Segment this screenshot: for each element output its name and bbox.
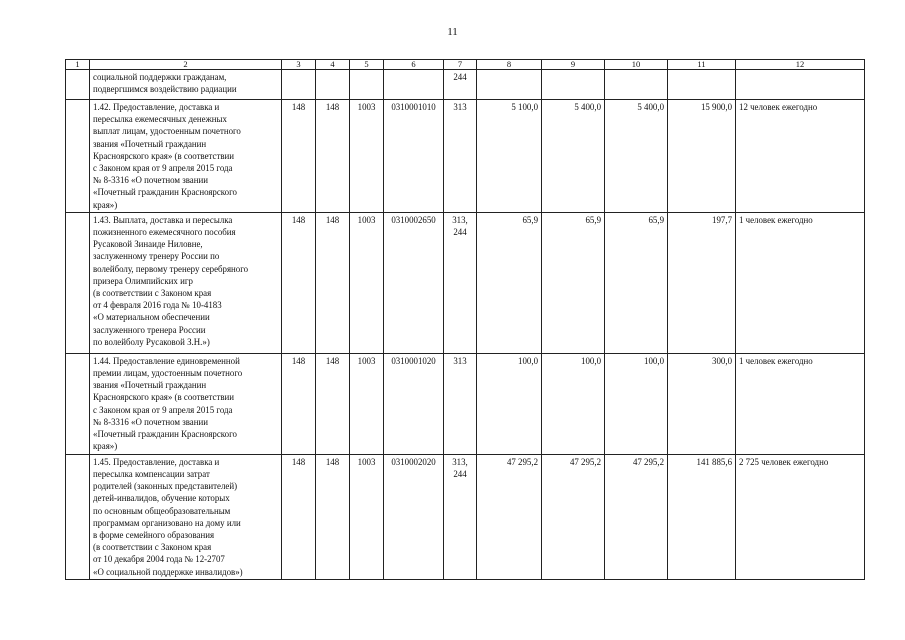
target-item-code: 0310002020	[384, 454, 444, 579]
expected-result-cell: 1 человек ежегодно	[736, 212, 865, 353]
amount-cell: 47 295,2	[542, 454, 605, 579]
code-cell	[316, 70, 350, 100]
amount-cell: 100,0	[542, 353, 605, 454]
table-row	[66, 100, 865, 213]
expense-type-code: 313, 244	[444, 454, 477, 579]
code-cell	[282, 70, 316, 100]
measure-description: 1.45. Предоставление, доставка и пересылка компенсации затрат родителей (законных представителей) детей-инвалидов, обучение которых по основным общеобразовательным программам организовано на дому или в форме семейного образования (в соответствии с Законом края от 10 декабря 2004 года № 12-2707 «О социальной поддержке инвалидов»)	[90, 454, 282, 579]
row-number-cell	[66, 454, 90, 579]
code-cell: 148	[316, 100, 350, 213]
column-header: 4	[316, 60, 350, 70]
expense-type-code: 313	[444, 353, 477, 454]
table-row	[66, 353, 865, 454]
column-header: 1	[66, 60, 90, 70]
column-header: 2	[90, 60, 282, 70]
expected-result-cell	[736, 70, 865, 100]
code-cell: 148	[282, 353, 316, 454]
column-header: 7	[444, 60, 477, 70]
amount-cell: 65,9	[542, 212, 605, 353]
expected-result-cell: 2 725 человек ежегодно	[736, 454, 865, 579]
target-item-code: 0310001020	[384, 353, 444, 454]
column-header: 5	[350, 60, 384, 70]
column-header: 10	[605, 60, 668, 70]
target-item-code: 0310002650	[384, 212, 444, 353]
expected-result-cell: 12 человек ежегодно	[736, 100, 865, 213]
target-item-code: 0310001010	[384, 100, 444, 213]
amount-cell: 65,9	[477, 212, 542, 353]
table-row	[66, 454, 865, 579]
code-cell: 1003	[350, 353, 384, 454]
column-header: 9	[542, 60, 605, 70]
row-number-cell	[66, 353, 90, 454]
code-cell: 148	[282, 212, 316, 353]
column-header: 3	[282, 60, 316, 70]
table-row	[66, 70, 865, 100]
total-amount-cell	[668, 70, 736, 100]
code-cell: 148	[316, 454, 350, 579]
column-header: 12	[736, 60, 865, 70]
total-amount-cell: 141 885,6	[668, 454, 736, 579]
page-number: 11	[447, 26, 458, 38]
code-cell: 1003	[350, 100, 384, 213]
code-cell: 1003	[350, 212, 384, 353]
column-header: 6	[384, 60, 444, 70]
amount-cell	[605, 70, 668, 100]
expense-type-code: 244	[444, 70, 477, 100]
amount-cell: 5 400,0	[605, 100, 668, 213]
budget-table	[65, 59, 865, 580]
code-cell: 148	[316, 212, 350, 353]
measure-description: 1.43. Выплата, доставка и пересылка пожизненного ежемесячного пособия Русаковой Зинаиде Ниловне, заслуженному тренеру России по волейболу, первому тренеру серебряного призера Олимпийских игр (в соответствии с Законом края от 4 февраля 2016 года № 10-4183 «О материальном обеспечении заслуженного тренера России по волейболу Русаковой З.Н.»)	[90, 212, 282, 353]
table-row	[66, 212, 865, 353]
expense-type-code: 313, 244	[444, 212, 477, 353]
amount-cell: 65,9	[605, 212, 668, 353]
code-cell: 148	[282, 454, 316, 579]
amount-cell: 5 100,0	[477, 100, 542, 213]
measure-description: 1.44. Предоставление единовременной премии лицам, удостоенным почетного звания «Почетный гражданин Красноярского края» (в соответствии с Законом края от 9 апреля 2015 года № 8-3316 «О почетном звании «Почетный гражданин Красноярского края»)	[90, 353, 282, 454]
total-amount-cell: 300,0	[668, 353, 736, 454]
row-number-cell	[66, 212, 90, 353]
measure-description: социальной поддержки гражданам, подвергшимся воздействию радиации	[90, 70, 282, 100]
column-header: 11	[668, 60, 736, 70]
amount-cell: 47 295,2	[605, 454, 668, 579]
amount-cell	[542, 70, 605, 100]
amount-cell: 47 295,2	[477, 454, 542, 579]
expense-type-code: 313	[444, 100, 477, 213]
total-amount-cell: 197,7	[668, 212, 736, 353]
row-number-cell	[66, 70, 90, 100]
amount-cell: 100,0	[477, 353, 542, 454]
code-cell: 148	[316, 353, 350, 454]
code-cell: 1003	[350, 454, 384, 579]
code-cell: 148	[282, 100, 316, 213]
target-item-code	[384, 70, 444, 100]
table-header-row	[66, 60, 865, 70]
code-cell	[350, 70, 384, 100]
total-amount-cell: 15 900,0	[668, 100, 736, 213]
expected-result-cell: 1 человек ежегодно	[736, 353, 865, 454]
measure-description: 1.42. Предоставление, доставка и пересылка ежемесячных денежных выплат лицам, удостоенным почетного звания «Почетный гражданин Красноярского края» (в соответствии с Законом края от 9 апреля 2015 года № 8-3316 «О почетном звании «Почетный гражданин Красноярского края»)	[90, 100, 282, 213]
amount-cell: 5 400,0	[542, 100, 605, 213]
column-header: 8	[477, 60, 542, 70]
amount-cell	[477, 70, 542, 100]
row-number-cell	[66, 100, 90, 213]
amount-cell: 100,0	[605, 353, 668, 454]
